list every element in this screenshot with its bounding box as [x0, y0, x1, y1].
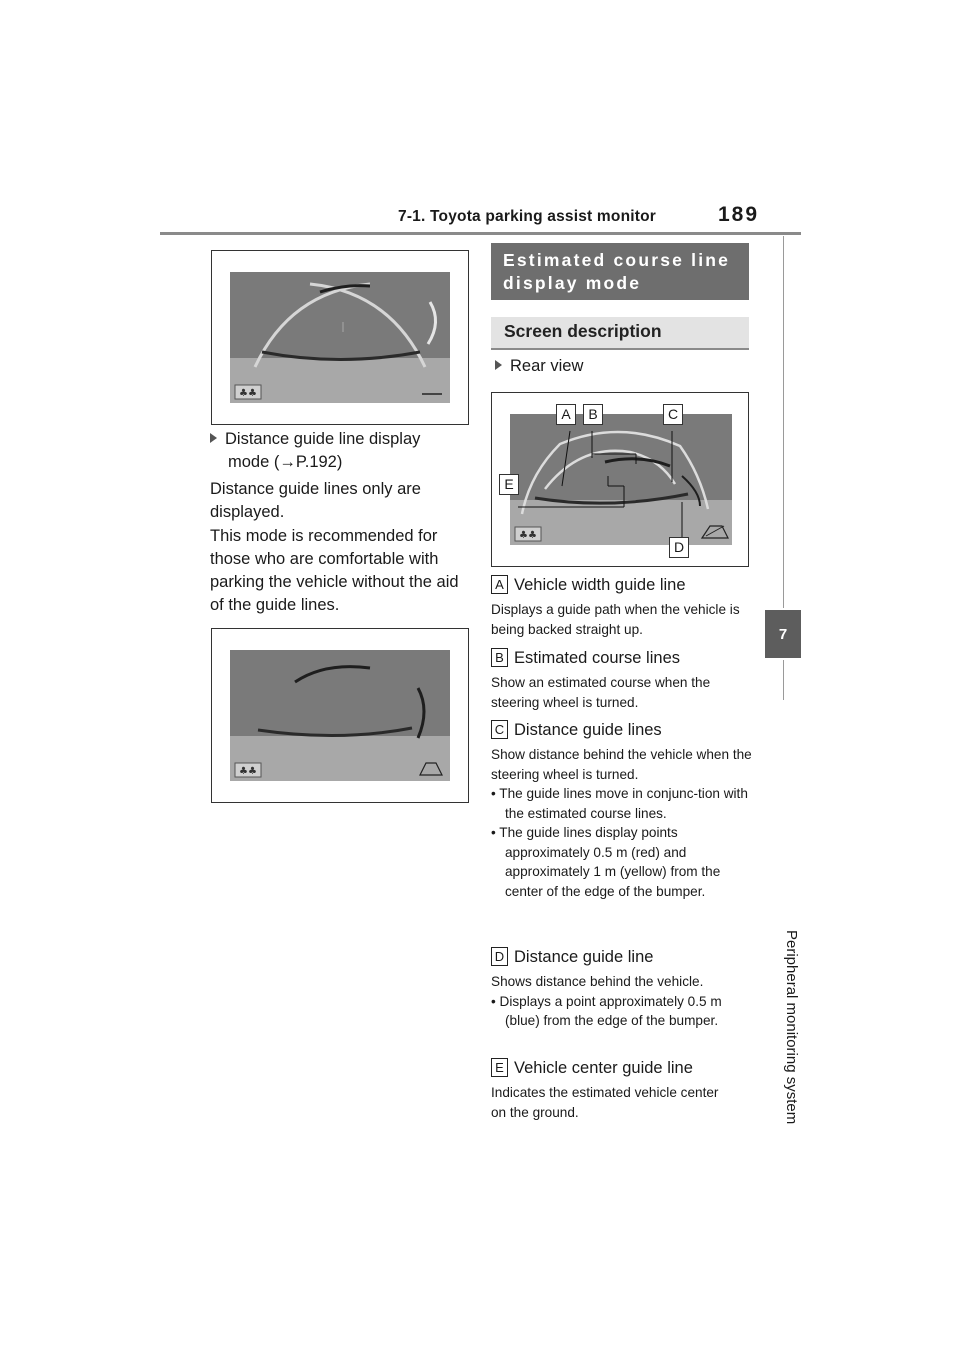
callout-e: E — [499, 474, 519, 495]
item-bullet: • Displays a point approximately 0.5 m (blue) from the edge of the bumper. — [491, 993, 722, 1028]
item-letter-box: B — [491, 648, 508, 667]
mode-heading — [210, 428, 470, 474]
svg-text:♣♣: ♣♣ — [239, 766, 257, 777]
item-title — [491, 947, 753, 967]
item-letter-box: A — [491, 575, 508, 594]
callout-c: C — [663, 404, 683, 425]
item-e — [491, 1058, 753, 1122]
triangle-bullet-icon — [495, 360, 502, 370]
camera-screen — [230, 272, 450, 403]
svg-text:♣♣: ♣♣ — [519, 530, 537, 541]
chapter-tab — [765, 610, 801, 658]
item-a — [491, 575, 753, 639]
item-description: Indicates the estimated vehicle center on the ground. — [491, 1085, 719, 1120]
figure-rear-view — [491, 392, 749, 567]
item-title — [491, 648, 753, 668]
item-title-text: Estimated course lines — [514, 649, 680, 667]
item-letter-box: E — [491, 1058, 508, 1077]
header-rule — [160, 232, 801, 235]
item-bullet-text: The guide lines display points approximately 0.5 m (red) and approximately 1 m (yellow) from the center of the edge of the bumper. — [499, 825, 721, 899]
view-label — [495, 357, 583, 376]
paragraph-2: This mode is recommended for those who are comfortable with parking the vehicle without the aid of the guide lines. — [210, 527, 459, 614]
triangle-bullet-icon — [210, 433, 217, 443]
item-letter-box: C — [491, 720, 508, 739]
guide-lines-graphic — [230, 272, 450, 403]
chapter-number: 7 — [778, 625, 788, 643]
item-c — [491, 720, 753, 901]
item-b — [491, 648, 753, 712]
item-title — [491, 720, 753, 740]
item-description: Shows distance behind the vehicle. — [491, 974, 704, 989]
item-d — [491, 947, 753, 1031]
item-bullet-text: Displays a point approximately 0.5 m (blue) from the edge of the bumper. — [499, 993, 722, 1028]
figure-distance-screen — [211, 628, 469, 803]
mode-heading-ref: mode (→P.192) — [228, 453, 343, 471]
item-title-text: Distance guide line — [514, 948, 654, 966]
item-bullet: • The guide lines display points approximately 0.5 m (red) and approximately 1 m (yellow) from the center of the edge of the bumper. — [491, 825, 721, 899]
item-letter-box: D — [491, 947, 508, 966]
section-heading: Estimated course line display mode — [491, 243, 749, 300]
item-bullet-text: The guide lines move in conjunc-tion with the estimated course lines. — [499, 786, 748, 821]
callout-d: D — [669, 537, 689, 558]
view-label-text: Rear view — [510, 357, 584, 375]
course-lines-graphic — [510, 414, 732, 545]
svg-text:♣♣: ♣♣ — [239, 388, 257, 399]
distance-lines-graphic — [230, 650, 450, 781]
tab-divider-lower — [783, 660, 784, 700]
item-description: Displays a guide path when the vehicle is being backed straight up. — [491, 602, 740, 637]
item-bullet: • The guide lines move in conjunc-tion with the estimated course lines. — [491, 786, 748, 821]
sub-heading: Screen description — [491, 317, 749, 350]
item-title-text: Vehicle width guide line — [514, 576, 686, 594]
tab-divider — [783, 236, 784, 608]
item-title-text: Vehicle center guide line — [514, 1059, 693, 1077]
chapter-label: Peripheral monitoring system — [783, 930, 800, 1125]
page-number: 189 — [718, 203, 760, 226]
paragraph-1: Distance guide lines only are displayed. — [210, 480, 421, 521]
camera-screen — [230, 650, 450, 781]
item-description: Show distance behind the vehicle when the steering wheel is turned. — [491, 747, 752, 782]
mode-heading-text: Distance guide line display — [225, 430, 421, 448]
item-description: Show an estimated course when the steering wheel is turned. — [491, 675, 711, 710]
figure-guide-line-screen — [211, 250, 469, 425]
item-title — [491, 575, 753, 595]
callout-a: A — [556, 404, 576, 425]
item-title-text: Distance guide lines — [514, 721, 662, 739]
section-title: 7-1. Toyota parking assist monitor — [398, 208, 657, 225]
camera-screen — [510, 414, 732, 545]
item-title — [491, 1058, 753, 1078]
callout-b: B — [583, 404, 603, 425]
